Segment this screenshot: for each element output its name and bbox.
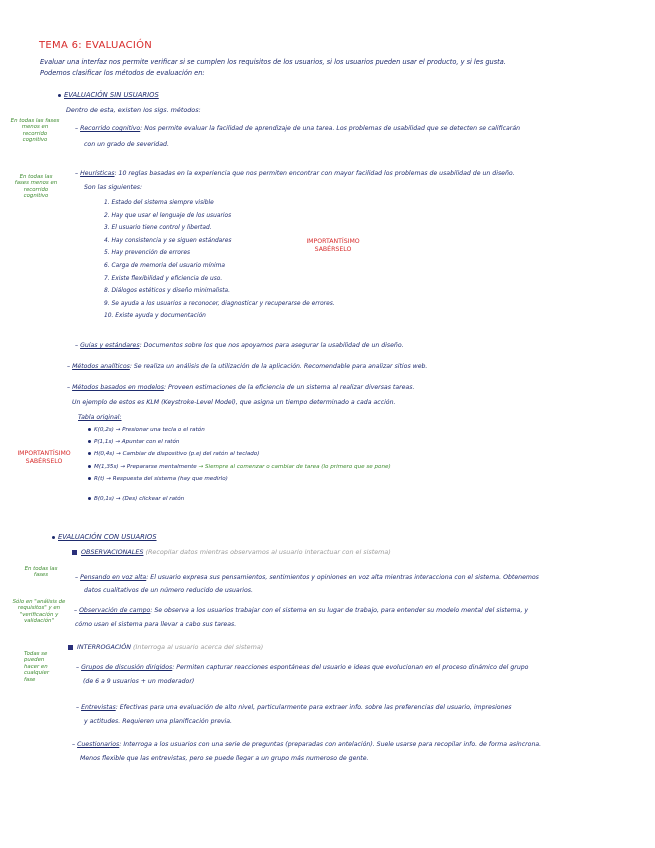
- modelos-line-2: Un ejemplo de estos es KLM (Keystroke-Level Model), que asigna un tiempo determinado a cada acción.: [72, 399, 396, 406]
- list-item: 5. Hay prevención de errores: [104, 250, 191, 257]
- bullet-icon: [88, 440, 91, 443]
- heuristics-list: [104, 197, 335, 323]
- bullet-icon: [88, 428, 91, 431]
- interrogacion-heading: [68, 643, 263, 651]
- cuestionarios-text: : Interroga a los usuarios con una serie de preguntas (preparadas con antelación). Suele usarse para recopilar info. de forma asíncrona.: [119, 741, 542, 748]
- recorrido-text: : Nos permite evaluar la facilidad de aprendizaje de una tarea. Los problemas de usabilidad que se detecten se calificarán: [140, 125, 521, 132]
- cuestionarios-label: Cuestionarios: [77, 741, 120, 748]
- heuristicas-line-1: – Heurísticas: 10 reglas basadas en la experiencia que nos permiten encontrar con mayor facilidad los problemas de usabilidad de un diseño.: [75, 170, 515, 177]
- klm-desc: → Cambiar de dispositivo (p.ej del ratón al teclado): [116, 451, 260, 458]
- recorrido-line-1: – Recorrido cognitivo: Nos permite evaluar la facilidad de aprendizaje de una tarea. Los problemas de usabilidad que se detecten se calificarán: [75, 125, 521, 132]
- recorrido-label: Recorrido cognitivo: [80, 125, 141, 132]
- section-heading-con-usuarios: [52, 533, 157, 541]
- klm-extra-note: → Siempre al comenzar o cambiar de tarea (lo primero que se pone): [198, 463, 391, 470]
- page-title: TEMA 6: EVALUACIÓN: [39, 40, 153, 51]
- list-item: 9. Se ayuda a los usuarios a reconocer, diagnosticar y recuperarse de errores.: [104, 300, 335, 307]
- klm-desc: → (Des) clickear el ratón: [115, 496, 185, 503]
- klm-actions-list: [88, 424, 391, 505]
- intro-line-2: Podemos clasificar los métodos de evaluación en:: [40, 69, 205, 77]
- list-item: [88, 424, 391, 436]
- list-item: 10. Existe ayuda y documentación: [104, 313, 206, 320]
- interrogacion-desc: (Interroga al usuario acerca del sistema): [133, 643, 264, 651]
- list-item: 8. Diálogos estéticos y diseño minimalista.: [104, 288, 231, 295]
- list-item: [88, 493, 391, 505]
- modelos-label: Métodos basados en modelos: [72, 384, 164, 391]
- margin-note-campo: Sólo en "análisis de requisitos" y en "verificación y validación": [12, 599, 66, 625]
- bullet-icon: [88, 465, 91, 468]
- list-item: [88, 473, 391, 485]
- interrogacion-label: INTERROGACIÓN: [77, 643, 131, 651]
- margin-note-recorrido: En todas las fases menos en recorrido cognitivo: [10, 118, 60, 144]
- campo-line-2: cómo usan el sistema para llevar a cabo sus tareas.: [75, 621, 237, 628]
- klm-code: M(1,35s): [94, 463, 119, 470]
- grupos-line-2: (de 6 a 9 usuarios + un moderador): [83, 678, 195, 685]
- klm-desc: → Presionar una tecla o el ratón: [115, 427, 205, 433]
- section-heading-text: EVALUACIÓN CON USUARIOS: [58, 533, 157, 541]
- klm-code: K(0,2s): [94, 427, 114, 433]
- margin-note-pensando: En todas las fases: [24, 566, 58, 579]
- observacionales-desc: (Recopilar datos mientras observamos al usuario interactuar con el sistema): [145, 548, 391, 556]
- list-item: 4. Hay consistencia y se siguen estándares: [104, 237, 232, 244]
- campo-label: Observación de campo: [79, 607, 151, 614]
- klm-desc: → Prepararse mentalmente: [120, 463, 197, 470]
- list-item: 2. Hay que usar el lenguaje de los usuarios: [104, 212, 232, 219]
- entrevistas-text: : Efectivas para una evaluación de alto nivel, particularmente para extraer info. sobre las preferencias del usuario, impresiones: [115, 704, 512, 711]
- heuristicas-line-2: Son las siguientes:: [84, 184, 143, 191]
- klm-code: R(t): [94, 475, 105, 482]
- list-item: 1. Estado del sistema siempre visible: [104, 200, 214, 206]
- observacionales-heading: [72, 548, 391, 556]
- guias-text: : Documentos sobre los que nos apoyamos para asegurar la usabilidad de un diseño.: [139, 342, 404, 349]
- pensando-text: : El usuario expresa sus pensamientos, sentimientos y opiniones en voz alta mientras interacciona con el sistema. Obtenemos: [146, 574, 539, 581]
- bullet-icon: [88, 452, 91, 455]
- list-item: 7. Existe flexibilidad y eficiencia de uso.: [104, 275, 223, 282]
- bullet-icon: [88, 497, 91, 500]
- pensando-line-1: – Pensando en voz alta: El usuario expresa sus pensamientos, sentimientos y opiniones en voz alta mientras interacciona con el sistema. Obtenemos: [75, 574, 539, 581]
- list-item: [88, 461, 391, 473]
- tabla-label: Tabla original:: [78, 414, 122, 421]
- list-item: [88, 436, 391, 448]
- margin-note-interrogacion: Todas se pueden hacer en cualquier fase: [24, 651, 50, 683]
- bullet-icon: [88, 477, 91, 480]
- square-bullet-icon: [68, 645, 73, 650]
- heuristicas-text: : 10 reglas basadas en la experiencia que nos permiten encontrar con mayor facilidad los problemas de usabilidad de un diseño.: [114, 170, 515, 177]
- grupos-text: : Permiten capturar reacciones espontáneas del usuario e ideas que evolucionan en el proceso dinámico del grupo: [172, 664, 529, 671]
- observacionales-label: OBSERVACIONALES: [81, 548, 144, 556]
- guias-label: Guías y estándares: [80, 342, 140, 349]
- campo-text: : Se observa a los usuarios trabajar con el sistema en su lugar de trabajo, para entender su modelo mental del sistema, y: [150, 607, 529, 614]
- klm-desc: → Apuntar con el ratón: [115, 439, 180, 446]
- klm-desc: → Respuesta del sistema (hay que medirlo): [106, 475, 228, 482]
- list-item: [88, 448, 391, 460]
- grupos-label: Grupos de discusión dirigidos: [81, 664, 173, 671]
- klm-code: P(1,1s): [94, 439, 114, 446]
- entrevistas-line-1: – Entrevistas: Efectivas para una evaluación de alto nivel, particularmente para extraer info. sobre las preferencias del usuario, impresiones: [76, 704, 512, 711]
- bullet-icon: [52, 536, 55, 539]
- cuestionarios-line-1: – Cuestionarios: Interroga a los usuarios con una serie de preguntas (preparadas con antelación). Suele usarse para recopilar info. de forma asíncrona.: [72, 741, 542, 748]
- section-heading-text: EVALUACIÓN SIN USUARIOS: [64, 91, 159, 99]
- entrevistas-line-2: y actitudes. Requieren una planificación previa.: [84, 718, 233, 725]
- intro-line-1: Evaluar una interfaz nos permite verificar si se cumplen los requisitos de los usuarios, si los usuarios pueden usar el producto, y si les gusta.: [40, 58, 506, 66]
- modelos-line-1: – Métodos basados en modelos: Proveen estimaciones de la eficiencia de un sistema al realizar diversas tareas.: [67, 384, 415, 391]
- analiticos-text: : Se realiza un análisis de la utilización de la aplicación. Recomendable para analizar sitios web.: [129, 363, 428, 370]
- guias-line: – Guías y estándares: Documentos sobre los que nos apoyamos para asegurar la usabilidad de un diseño.: [75, 342, 404, 349]
- cuestionarios-line-2: Menos flexible que las entrevistas, pero se puede llegar a un grupo más numeroso de gente.: [80, 755, 369, 762]
- klm-code: B(0,1s): [94, 496, 115, 503]
- square-bullet-icon: [72, 550, 77, 555]
- important-note-klm: IMPORTANTÍSIMO SABÉRSELO: [17, 450, 71, 465]
- modelos-text: : Proveen estimaciones de la eficiencia de un sistema al realizar diversas tareas.: [163, 384, 415, 391]
- grupos-line-1: – Grupos de discusión dirigidos: Permiten capturar reacciones espontáneas del usuario e ideas que evolucionan en el proceso dinámico del grupo: [76, 664, 529, 671]
- campo-line-1: – Observación de campo: Se observa a los usuarios trabajar con el sistema en su lugar de trabajo, para entender su modelo mental del sistema, y: [74, 607, 529, 614]
- recorrido-line-2: con un grado de severidad.: [84, 141, 169, 148]
- heuristicas-label: Heurísticas: [80, 170, 115, 177]
- pensando-line-2: datos cualitativos de un número reducido de usuarios.: [84, 587, 253, 594]
- section-subheading: Dentro de esta, existen los sigs. métodos:: [66, 106, 201, 114]
- analiticos-line: – Métodos analíticos: Se realiza un análisis de la utilización de la aplicación. Recomendable para analizar sitios web.: [67, 363, 428, 370]
- list-item: 6. Carga de memoria del usuario mínima: [104, 262, 225, 269]
- analiticos-label: Métodos analíticos: [72, 363, 130, 370]
- list-item: 3. El usuario tiene control y libertad.: [104, 225, 212, 232]
- margin-note-heuristicas: En todas las fases menos en recorrido cognitivo: [14, 174, 58, 200]
- section-heading-sin-usuarios: [58, 91, 159, 99]
- entrevistas-label: Entrevistas: [81, 704, 116, 711]
- important-note-heuristicas: IMPORTANTÍSIMO SABÉRSELO: [306, 238, 360, 253]
- klm-code: H(0,4s): [94, 451, 115, 458]
- bullet-icon: [58, 94, 61, 97]
- pensando-label: Pensando en voz alta: [80, 574, 147, 581]
